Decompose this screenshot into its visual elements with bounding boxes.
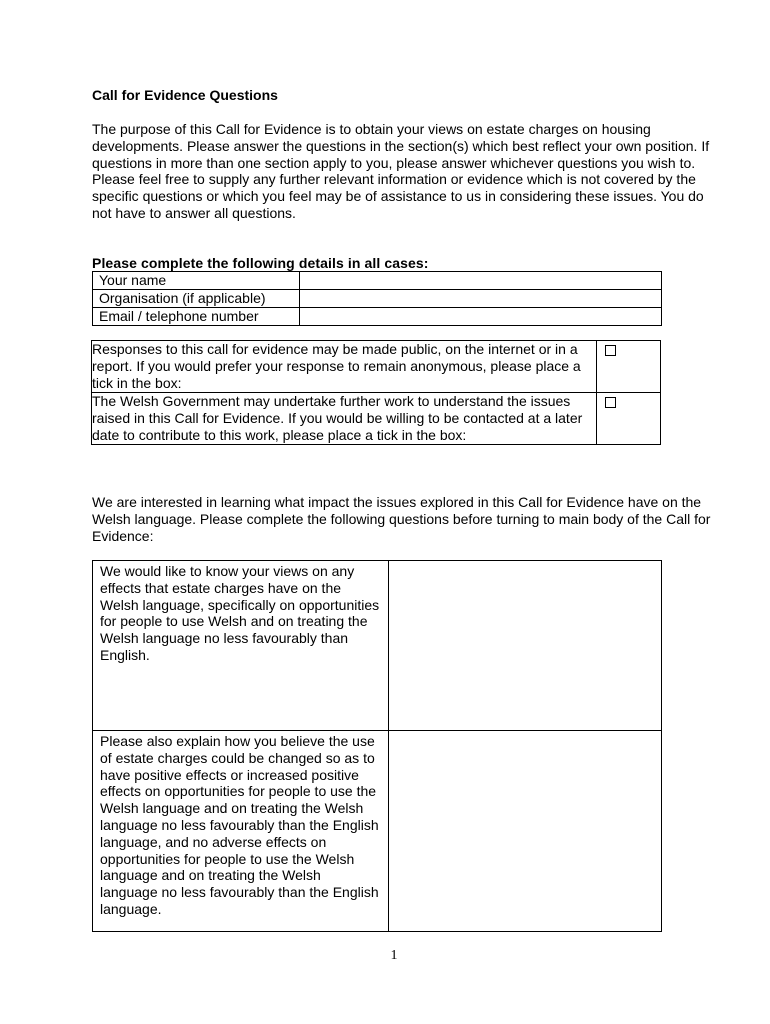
organisation-field[interactable] [300,290,662,308]
consent-text-anonymous: Responses to this call for evidence may be made public, on the internet or in a report. If you would prefer your response to remain anonymous, please place a tick in the box: [92,341,597,393]
welsh-question-2: Please also explain how you believe the use of estate charges could be changed so as to have positive effects or increased positive effects on opportunities for people to use the Welsh language and on treating the Welsh language no less favourably than the English language, and no adverse effects on opportunities for people to use the Welsh language and on treating the Welsh language no less favourably than the English language. [93,731,389,932]
document-title: Call for Evidence Questions [92,87,278,103]
welsh-question-row-1 [93,561,662,731]
consent-cell-anonymous [597,341,661,393]
welsh-answer-2[interactable] [389,731,662,932]
details-label-name: Your name [93,272,300,290]
details-row-name [93,272,662,290]
welsh-intro-paragraph: We are interested in learning what impact the issues explored in this Call for Evidence have on the Welsh language. Please complete the following questions before turning to main body of the Call for Evidence: [92,494,711,544]
name-field[interactable] [300,272,662,290]
details-heading: Please complete the following details in all cases: [92,255,429,271]
consent-cell-contact [597,393,661,445]
page-number: 1 [390,948,398,963]
anonymous-checkbox[interactable] [605,345,616,356]
details-table [92,271,662,326]
contact-field[interactable] [300,308,662,326]
consent-row-anonymous [92,341,661,393]
details-row-organisation [93,290,662,308]
consent-row-contact [92,393,661,445]
consent-text-contact: The Welsh Government may undertake further work to understand the issues raised in this Call for Evidence. If you would be willing to be contacted at a later date to contribute to this work, please place a tick in the box: [92,393,597,445]
welsh-question-1: We would like to know your views on any effects that estate charges have on the Welsh language, specifically on opportunities for people to use Welsh and on treating the Welsh language no less favourably than English. [93,561,389,731]
welsh-questions-table [92,560,662,932]
details-label-contact: Email / telephone number [93,308,300,326]
consent-table [91,340,661,445]
contact-later-checkbox[interactable] [605,397,616,408]
intro-paragraph: The purpose of this Call for Evidence is to obtain your views on estate charges on housing developments. Please answer the questions in the section(s) which best reflect your own position. If questions in more than one section apply to you, please answer whichever questions you wish to. Please feel free to supply any further relevant information or evidence which is not covered by the specific questions or which you feel may be of assistance to us in considering these issues. You do not have to answer all questions. [92,121,710,221]
welsh-question-row-2 [93,731,662,932]
welsh-answer-1[interactable] [389,561,662,731]
details-row-contact [93,308,662,326]
details-label-organisation: Organisation (if applicable) [93,290,300,308]
